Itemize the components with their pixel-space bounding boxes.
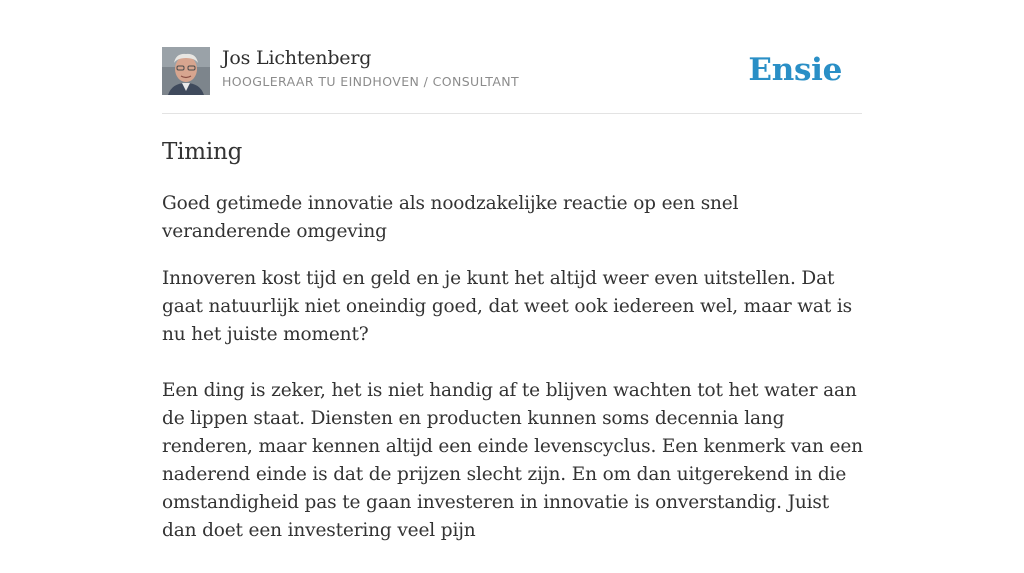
body-paragraph: Een ding is zeker, het is niet handig af te blijven wachten tot het water aan de lippen staat. Diensten en producten kunnen soms decennia lang renderen, maar kennen altijd een einde levenscyclus. Een kenmerk van een naderend einde is dat de prijzen slecht zijn. En om dan uitgerekend in die omstandigheid pas te gaan investeren in innovatie is onverstandig. Juist dan doet een investering veel pijn bbox=[162, 380, 863, 541]
article-subtitle: Goed getimede innovatie als noodzakelijke reactie op een snel veranderende omgeving bbox=[162, 193, 739, 242]
avatar[interactable] bbox=[162, 47, 210, 95]
author-name[interactable]: Jos Lichtenberg bbox=[222, 47, 372, 69]
author-role: HOOGLERAAR TU EINDHOVEN / CONSULTANT bbox=[222, 74, 520, 89]
article-body bbox=[162, 265, 864, 573]
author-block bbox=[222, 45, 519, 92]
article-title: Timing bbox=[162, 139, 243, 165]
brand-logo[interactable]: Ensie bbox=[748, 52, 842, 88]
article-header bbox=[162, 0, 862, 114]
article-page bbox=[162, 0, 863, 541]
body-paragraph: Innoveren kost tijd en geld en je kunt het altijd weer even uitstellen. Dat gaat natuurlijk niet oneindig goed, dat weet ook iedereen wel, maar wat is nu het juiste moment? bbox=[162, 268, 852, 345]
